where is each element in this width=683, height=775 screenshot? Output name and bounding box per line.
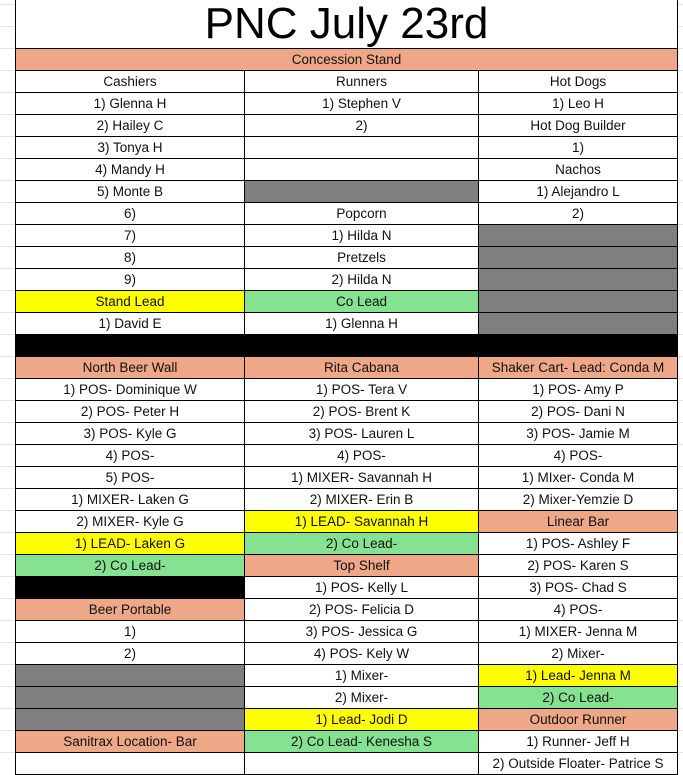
sheet-cell[interactable]: 4) POS-: [245, 445, 479, 467]
sheet-cell[interactable]: [15, 709, 245, 731]
sheet-cell[interactable]: 1) POS- Tera V: [245, 379, 479, 401]
divider-cell[interactable]: [15, 335, 678, 357]
section-header-cell[interactable]: Rita Cabana: [245, 357, 479, 379]
sheet-cell[interactable]: 4) POS-: [15, 445, 245, 467]
spreadsheet: [15, 0, 678, 775]
section-header-cell[interactable]: Outdoor Runner: [479, 709, 678, 731]
sheet-row: [15, 181, 678, 203]
sheet-row: [15, 401, 678, 423]
sheet-cell[interactable]: 5) Monte B: [15, 181, 245, 203]
sheet-cell[interactable]: 1) Leo H: [479, 93, 678, 115]
sheet-cell[interactable]: 1) POS- Ashley F: [479, 533, 678, 555]
sheet-cell[interactable]: 2): [15, 643, 245, 665]
sheet-row: [15, 269, 678, 291]
sheet-cell[interactable]: 3) POS- Kyle G: [15, 423, 245, 445]
section-header-cell[interactable]: Top Shelf: [245, 555, 479, 577]
sheet-cell[interactable]: 4) POS-: [479, 445, 678, 467]
sheet-cell[interactable]: 4) POS-: [479, 599, 678, 621]
sheet-cell[interactable]: Co Lead: [245, 291, 479, 313]
sheet-cell[interactable]: Hot Dog Builder: [479, 115, 678, 137]
sheet-row: [15, 533, 678, 555]
sheet-row: [15, 709, 678, 731]
sheet-cell[interactable]: 1) Stephen V: [245, 93, 479, 115]
sheet-cell[interactable]: Pretzels: [245, 247, 479, 269]
sheet-row: [15, 71, 678, 93]
sheet-cell[interactable]: [15, 753, 245, 775]
row-gutter: [0, 0, 15, 770]
section-header-cell[interactable]: Linear Bar: [479, 511, 678, 533]
sheet-cell[interactable]: 2) Hilda N: [245, 269, 479, 291]
empty-grid-area: [678, 0, 683, 770]
sheet-cell[interactable]: [479, 313, 678, 335]
sheet-cell[interactable]: Popcorn: [245, 203, 479, 225]
sheet-row: [15, 115, 678, 137]
sheet-cell[interactable]: 2) Co Lead-: [479, 687, 678, 709]
sheet-cell[interactable]: 3) Tonya H: [15, 137, 245, 159]
sheet-cell[interactable]: 2) POS- Brent K: [245, 401, 479, 423]
sheet-cell[interactable]: 1): [15, 621, 245, 643]
section-header-cell[interactable]: North Beer Wall: [15, 357, 245, 379]
sheet-row: [15, 577, 678, 599]
sheet-cell[interactable]: 1) Lead- Jodi D: [245, 709, 479, 731]
sheet-row: [15, 445, 678, 467]
sheet-cell[interactable]: Stand Lead: [15, 291, 245, 313]
sheet-cell[interactable]: 8): [15, 247, 245, 269]
sheet-cell[interactable]: 1) Lead- Jenna M: [479, 665, 678, 687]
sheet-row: [15, 159, 678, 181]
sheet-row: [15, 467, 678, 489]
sheet-cell[interactable]: 1) David E: [15, 313, 245, 335]
sheet-cell[interactable]: 2): [479, 203, 678, 225]
sheet-cell[interactable]: 1) Glenna H: [15, 93, 245, 115]
sheet-cell[interactable]: [245, 159, 479, 181]
sheet-cell[interactable]: 1) MIxer- Conda M: [479, 467, 678, 489]
sheet-cell[interactable]: 2) POS- Dani N: [479, 401, 678, 423]
sheet-cell[interactable]: 1) Alejandro L: [479, 181, 678, 203]
sheet-cell[interactable]: 2) Outside Floater- Patrice S: [479, 753, 678, 775]
sheet-cell[interactable]: 5) POS-: [15, 467, 245, 489]
sheet-cell[interactable]: 2) MIXER- Kyle G: [15, 511, 245, 533]
sheet-cell[interactable]: 1) MIXER- Jenna M: [479, 621, 678, 643]
sheet-row: [15, 621, 678, 643]
sheet-title-cell[interactable]: PNC July 23rd: [15, 0, 678, 49]
sheet-cell[interactable]: 1) Mixer-: [245, 665, 479, 687]
sheet-cell[interactable]: 3) POS- Jessica G: [245, 621, 479, 643]
sheet-cell[interactable]: 2) Hailey C: [15, 115, 245, 137]
sheet-cell[interactable]: [479, 247, 678, 269]
sheet-cell[interactable]: [479, 291, 678, 313]
section-header-cell[interactable]: Shaker Cart- Lead: Conda M: [479, 357, 678, 379]
sheet-cell[interactable]: [15, 665, 245, 687]
sheet-cell[interactable]: 1) Glenna H: [245, 313, 479, 335]
sheet-row: [15, 511, 678, 533]
section-header-cell[interactable]: Concession Stand: [15, 49, 678, 71]
sheet-cell[interactable]: [479, 225, 678, 247]
sheet-row: [15, 49, 678, 71]
sheet-cell[interactable]: 3) POS- Chad S: [479, 577, 678, 599]
sheet-cell[interactable]: [479, 269, 678, 291]
sheet-cell[interactable]: 2) Co Lead- Kenesha S: [245, 731, 479, 753]
sheet-cell[interactable]: 3) POS- Lauren L: [245, 423, 479, 445]
sheet-row: [15, 731, 678, 753]
sheet-cell[interactable]: 1) Runner- Jeff H: [479, 731, 678, 753]
sheet-cell[interactable]: 1): [479, 137, 678, 159]
sheet-cell[interactable]: 2) POS- Karen S: [479, 555, 678, 577]
sheet-row: [15, 489, 678, 511]
sheet-row: [15, 423, 678, 445]
schedule-grid: [15, 49, 678, 775]
sheet-cell[interactable]: 3) POS- Jamie M: [479, 423, 678, 445]
sheet-cell[interactable]: 4) POS- Kely W: [245, 643, 479, 665]
sheet-cell[interactable]: Hot Dogs: [479, 71, 678, 93]
sheet-cell[interactable]: [245, 753, 479, 775]
sheet-cell[interactable]: 2) POS- Felicia D: [245, 599, 479, 621]
sheet-cell[interactable]: 9): [15, 269, 245, 291]
sheet-row: [15, 643, 678, 665]
sheet-cell[interactable]: [245, 137, 479, 159]
sheet-cell[interactable]: 1) LEAD- Savannah H: [245, 511, 479, 533]
sheet-row: [15, 335, 678, 357]
sheet-cell[interactable]: 2) Mixer-: [479, 643, 678, 665]
sheet-row: [15, 93, 678, 115]
sheet-row: [15, 555, 678, 577]
sheet-cell[interactable]: 1) Hilda N: [245, 225, 479, 247]
sheet-row: [15, 753, 678, 775]
sheet-cell[interactable]: [245, 181, 479, 203]
sheet-cell[interactable]: 7): [15, 225, 245, 247]
sheet-row: [15, 137, 678, 159]
sheet-cell[interactable]: 4) Mandy H: [15, 159, 245, 181]
section-header-cell[interactable]: Beer Portable: [15, 599, 245, 621]
sheet-cell[interactable]: 1) LEAD- Laken G: [15, 533, 245, 555]
divider-cell[interactable]: [15, 577, 245, 599]
sheet-cell[interactable]: 1) MIXER- Savannah H: [245, 467, 479, 489]
sheet-cell[interactable]: Nachos: [479, 159, 678, 181]
sheet-cell[interactable]: 1) POS- Amy P: [479, 379, 678, 401]
sheet-cell[interactable]: 2) POS- Peter H: [15, 401, 245, 423]
sheet-cell[interactable]: Cashiers: [15, 71, 245, 93]
sheet-row: [15, 225, 678, 247]
sheet-row: [15, 687, 678, 709]
sheet-cell[interactable]: 1) POS- Kelly L: [245, 577, 479, 599]
sheet-cell[interactable]: 2) Co Lead-: [245, 533, 479, 555]
sheet-row: [15, 665, 678, 687]
sheet-cell[interactable]: [15, 687, 245, 709]
sheet-cell[interactable]: 2): [245, 115, 479, 137]
sheet-row: [15, 203, 678, 225]
sheet-cell[interactable]: Runners: [245, 71, 479, 93]
sheet-cell[interactable]: 2) MIXER- Erin B: [245, 489, 479, 511]
sheet-row: [15, 247, 678, 269]
sheet-row: [15, 313, 678, 335]
sheet-row: [15, 599, 678, 621]
sheet-cell[interactable]: 6): [15, 203, 245, 225]
section-header-cell[interactable]: Sanitrax Location- Bar: [15, 731, 245, 753]
sheet-cell[interactable]: 1) POS- Dominique W: [15, 379, 245, 401]
sheet-cell[interactable]: 2) Mixer-: [245, 687, 479, 709]
sheet-cell[interactable]: 2) Co Lead-: [15, 555, 245, 577]
sheet-row: [15, 357, 678, 379]
sheet-row: [15, 379, 678, 401]
sheet-row: [15, 291, 678, 313]
sheet-cell[interactable]: 2) Mixer-Yemzie D: [479, 489, 678, 511]
sheet-cell[interactable]: 1) MIXER- Laken G: [15, 489, 245, 511]
